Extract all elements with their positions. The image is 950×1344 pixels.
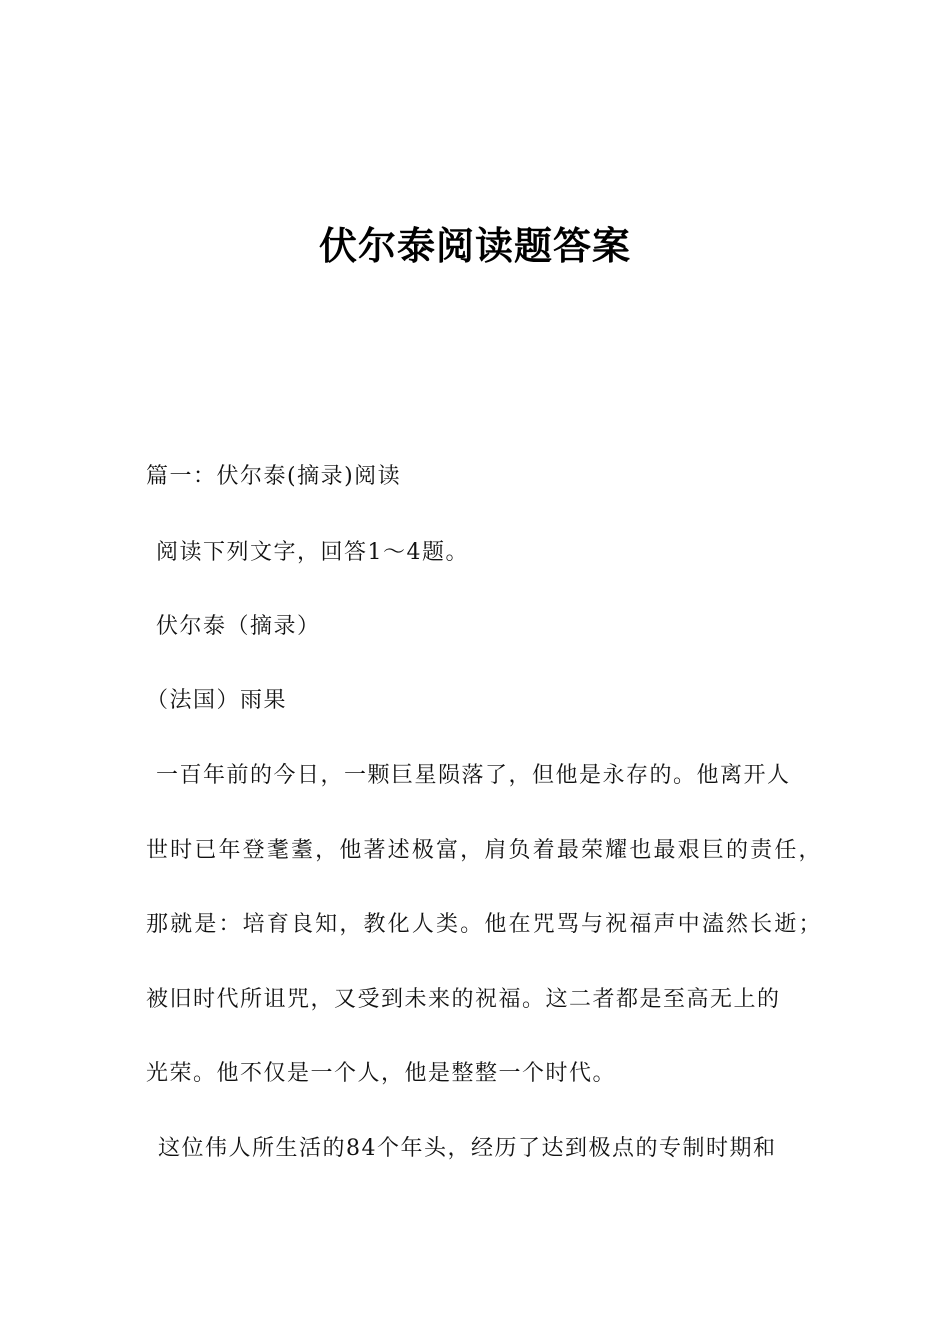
article-author: （法国）雨果 <box>146 688 288 713</box>
paragraph-line: 世时已年登耄耋，他著述极富，肩负着最荣耀也最艰巨的责任， <box>146 838 822 863</box>
article-title: 伏尔泰（摘录） <box>156 614 321 639</box>
paragraph-line: 那就是：培育良知，教化人类。他在咒骂与祝福声中溘然长逝； <box>146 912 822 937</box>
paragraph-line: 一百年前的今日，一颗巨星陨落了，但他是永存的。他离开人 <box>156 763 791 788</box>
section-heading: 篇一：伏尔泰(摘录)阅读 <box>146 464 402 489</box>
paragraph-line: 被旧时代所诅咒，又受到未来的祝福。这二者都是至高无上的 <box>146 987 781 1012</box>
instruction-line: 阅读下列文字，回答1～4题。 <box>156 540 469 565</box>
paragraph-line: 光荣。他不仅是一个人，他是整整一个时代。 <box>146 1061 617 1086</box>
document-title: 伏尔泰阅读题答案 <box>318 224 631 268</box>
paragraph-line: 这位伟人所生活的84个年头，经历了达到极点的专制时期和 <box>158 1136 777 1161</box>
